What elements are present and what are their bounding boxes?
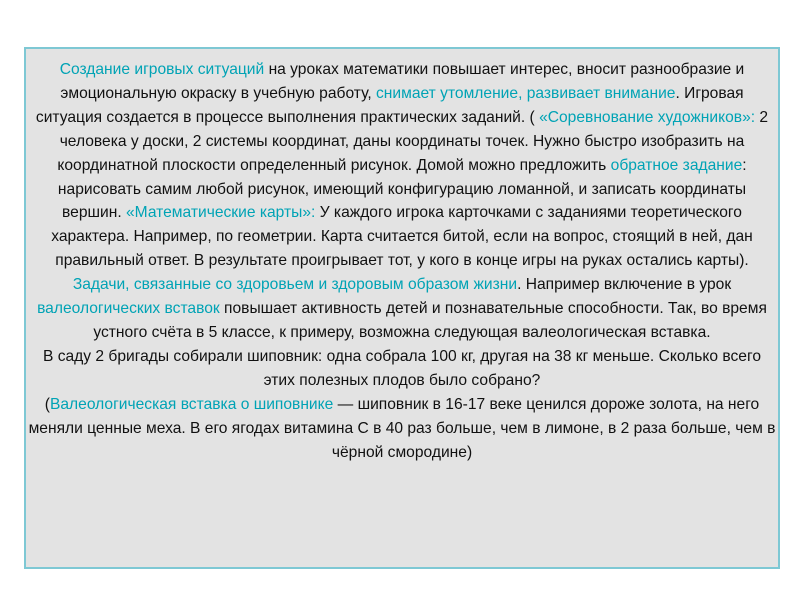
text-segment: ( xyxy=(44,395,50,413)
text-segment: на уроках математики повышает интерес, вносит разнообразие и эмоциональную окраску в учебную работу, xyxy=(60,61,745,102)
highlight-rosehip-insert: Валеологическая вставка о шиповнике xyxy=(49,395,334,413)
highlight-game-situations: Создание игровых ситуаций xyxy=(59,61,265,78)
highlight-valeology-inserts: валеологических вставок xyxy=(37,300,220,318)
text-segment: повышает активность детей и познавательные способности. Так, во время устного счёта в 5 классе, к примеру, возможна следующая валеологическая вставка. xyxy=(93,300,767,341)
text-segment: — шиповник в 16-17 веке ценился дороже золота, на него меняли ценные меха. В его ягодах витамина С в 40 раз больше, чем в лимоне, в 2 раза больше, чем в чёрной смородине) xyxy=(28,395,776,461)
paragraph-rosehip xyxy=(26,393,778,465)
highlight-reverse-task: обратное задание xyxy=(610,156,743,174)
text-block xyxy=(26,58,778,464)
paragraph-games xyxy=(26,58,778,273)
paragraph-problem xyxy=(26,345,778,393)
slide-frame xyxy=(24,47,780,569)
highlight-fatigue: снимает утомление, развивает внимание xyxy=(376,84,676,102)
text-segment: . Игровая ситуация создается в процессе выполнения практических заданий. ( xyxy=(35,84,744,126)
paragraph-health xyxy=(26,273,778,345)
highlight-health-tasks: Задачи, связанные со здоровьем и здоровым образом жизни xyxy=(72,276,518,294)
highlight-artists-contest: «Соревнование художников»: xyxy=(539,108,756,126)
highlight-math-cards: «Математические карты»: xyxy=(125,204,316,222)
text-segment: . Например включение в урок xyxy=(517,276,732,294)
text-segment: : нарисовать самим любой рисунок, имеющий конфигурацию ломанной, и записать координаты вершин. xyxy=(57,156,747,222)
text-segment: У каждого игрока карточками с заданиями теоретического характера. Например, по геометрии. Карта считается битой, если на вопрос, стоящий в ней, дан правильный ответ. В результате проигрывает тот, у кого в конце игры на руках остались карты). xyxy=(51,204,753,270)
text-segment: В саду 2 бригады собирали шиповник: одна собрала 100 кг, другая на 38 кг меньше. Сколько всего этих полезных плодов было собрано? xyxy=(42,347,761,389)
text-segment: 2 человека у доски, 2 системы координат, даны координаты точек. Нужно быстро изобразить на координатной плоскости определенный рисунок. Домой можно предложить xyxy=(57,108,769,174)
